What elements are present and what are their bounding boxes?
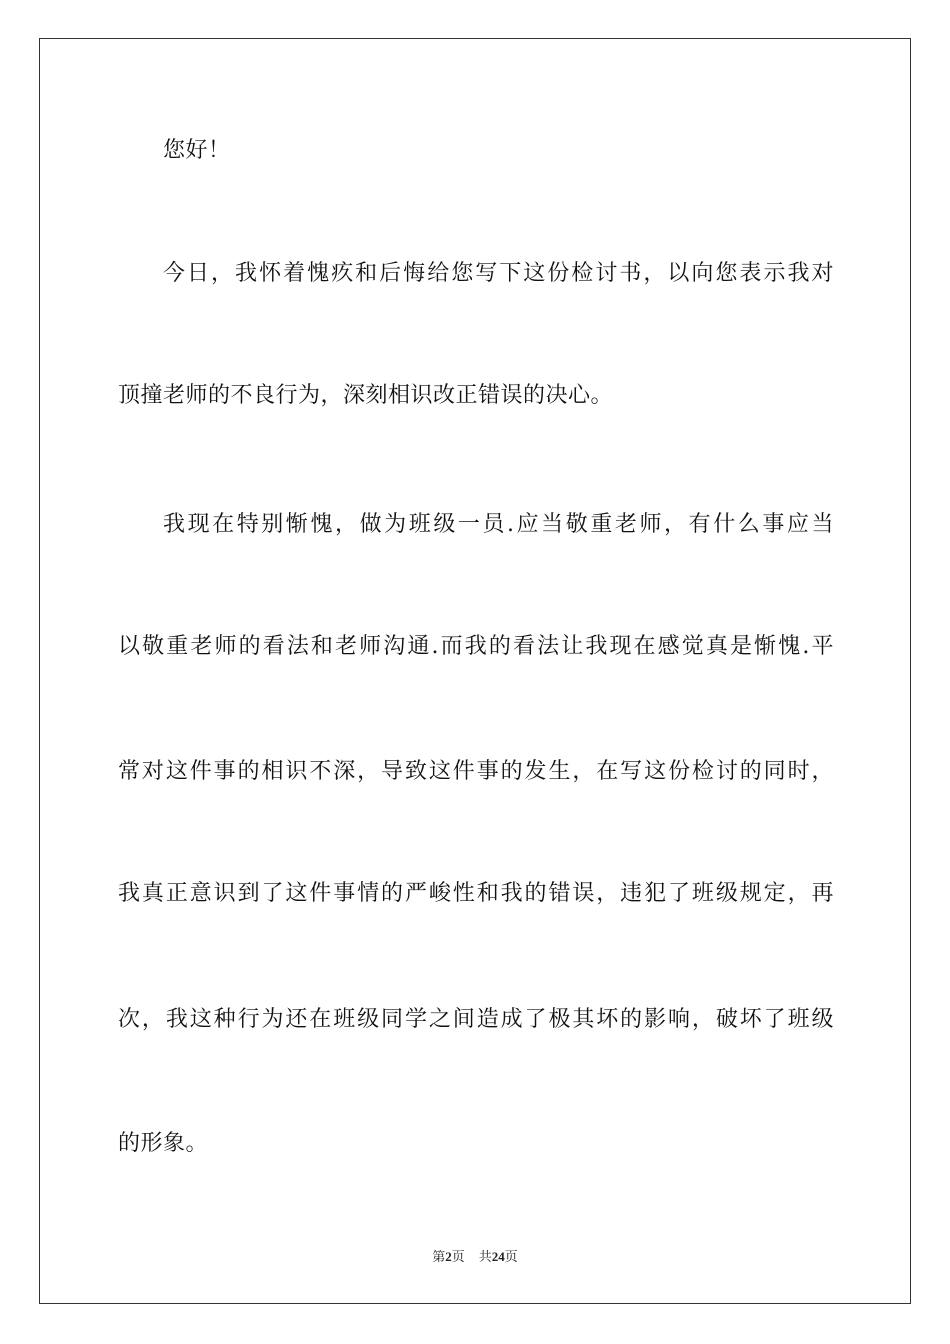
page-footer (0, 1246, 950, 1265)
current-page-number: 2 (445, 1249, 452, 1264)
greeting-line: 您好！ (163, 138, 231, 163)
body-line-6: 我真正意识到了这件事情的严峻性和我的错误，违犯了班级规定，再 (118, 881, 834, 906)
body-line-5: 常对这件事的相识不深，导致这件事的发生，在写这份检讨的同时， (118, 759, 834, 784)
body-line-1: 今日，我怀着愧疚和后悔给您写下这份检讨书，以向您表示我对 (163, 261, 834, 286)
page-suffix: 页 (451, 1249, 465, 1264)
total-prefix: 共 (478, 1249, 492, 1264)
total-suffix: 页 (504, 1249, 518, 1264)
total-page-count: 24 (491, 1249, 505, 1264)
body-line-4: 以敬重老师的看法和老师沟通.而我的看法让我现在感觉真是惭愧.平 (118, 634, 834, 659)
body-line-2: 顶撞老师的不良行为，深刻相识改正错误的决心。 (118, 383, 614, 408)
page-prefix: 第 (432, 1249, 446, 1264)
page-border (39, 38, 911, 1304)
body-line-8: 的形象。 (118, 1131, 209, 1156)
body-line-7: 次，我这种行为还在班级同学之间造成了极其坏的影响，破坏了班级 (118, 1007, 834, 1032)
body-line-3: 我现在特别惭愧，做为班级一员.应当敬重老师，有什么事应当 (163, 512, 834, 537)
